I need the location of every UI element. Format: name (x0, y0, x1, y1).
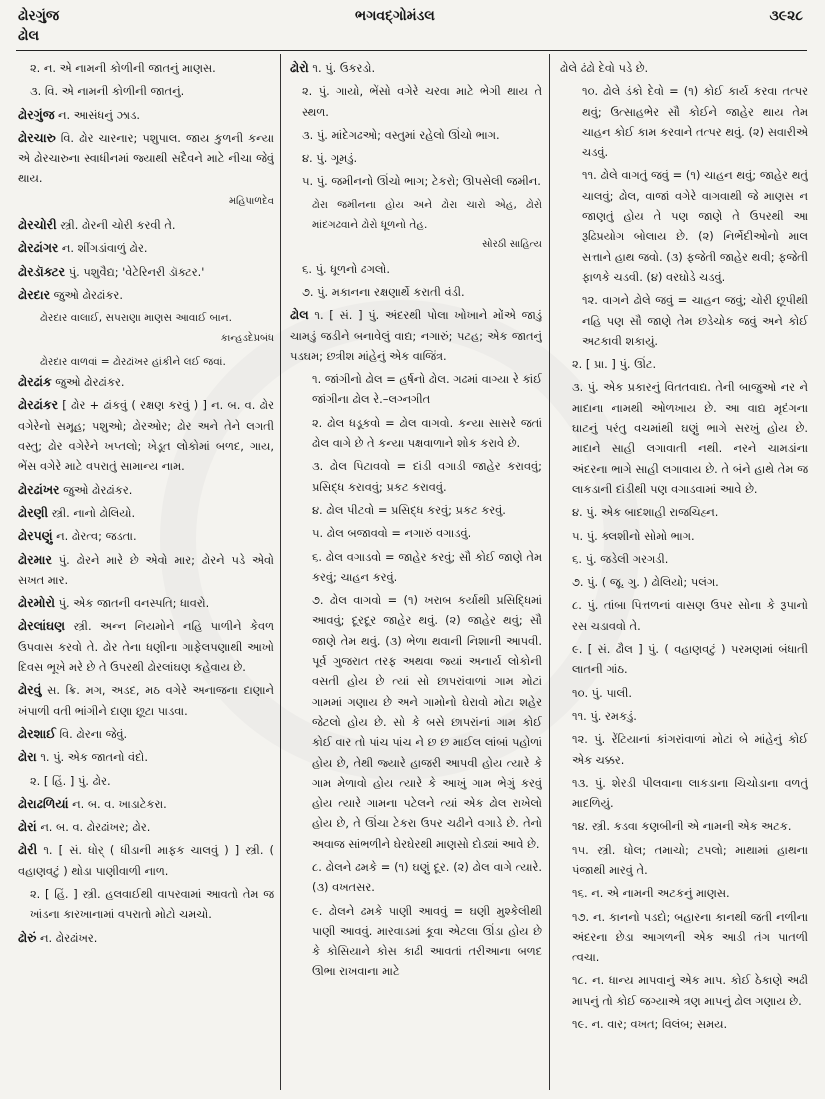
entry (560, 549, 808, 569)
entry (18, 884, 274, 925)
entry (560, 840, 808, 881)
entry (18, 840, 274, 881)
entry (18, 724, 274, 744)
headword: ઢોરમાર (18, 551, 52, 567)
entry-text: ૧૪. સ્ત્રી. કડવા કણબીની એ નામની એક અટક. (572, 819, 792, 834)
idiom (290, 857, 542, 898)
entry-text: ૧૦. ઢોલે ડંકો દેવો = (૧) કોઈ કાર્ય કરવા તત્પર થવું; ઉત્સાહભેર સૌ કોઈને જાહેર થાય તેમ ચાહન કોઈ કામ કરવાને તત્પર થવું. (૨) સવારીએ ચડવું. (582, 84, 808, 160)
idiom (290, 901, 542, 982)
entry (560, 773, 808, 814)
headword: ઢોરચોરી (18, 217, 57, 233)
entry (290, 81, 542, 122)
column-2 (290, 58, 542, 1088)
entry (18, 747, 274, 767)
headword: ઢોરઢાંકર (18, 397, 59, 413)
entry (560, 729, 808, 770)
entry (560, 883, 808, 903)
entry (18, 238, 274, 258)
headword: ઢોરડૉક્ટર (18, 263, 66, 279)
idiom (290, 590, 542, 854)
entry (18, 480, 274, 500)
entry (18, 616, 274, 677)
entry-text: ૫. પું. ક્લશીનો સોમો ભાગ. (572, 528, 695, 543)
entry-text: ૭. પું. મકાનના રક્ષણાર્થે કરાતી વંડી. (302, 284, 465, 299)
column-divider-2 (549, 54, 550, 1090)
entry-text: ૭. પું. ( જૂ. ગુ. ) ઢોલિયો; પલંગ. (572, 575, 719, 590)
entry (290, 305, 542, 366)
entry-text: ૨. [ પ્રા. ] પું. ઊંટ. (572, 357, 657, 372)
entry-text: ૩. ઢોલ પિટાવવો = દાંડી વગાડી જાહેર કરાવવું; પ્રસિદ્ધ કરાવવું; પ્રકટ કરાવવું. (312, 459, 542, 494)
entry (290, 148, 542, 168)
entry (18, 593, 274, 613)
headword: ઢોરી (18, 842, 38, 858)
entry-text: ૧. પું. ઉકરડો. (308, 61, 376, 75)
entry (560, 354, 808, 374)
entry-text: સ્ત્રી. નાનો ઢોલિયો. (48, 505, 136, 520)
entry-text: ૨. ઢોલ ધડૂકવો = ઢોલ વાગવો. કન્યા સાસરે જતાં ઢોલ વાગે છે તે કન્યા પક્ષવાળાને શોક કરાવે છે. (312, 415, 542, 451)
entry-text: ન. આસંધનું ઝાડ. (54, 107, 140, 122)
entry (290, 171, 542, 191)
entry (18, 817, 274, 837)
entry-text: ન. બ. વ. ખાડાટેકરા. (68, 796, 167, 811)
quote-source: સોરઠી સાહિત્ય (482, 239, 542, 251)
entry (560, 526, 808, 546)
entry (560, 706, 808, 726)
entry-text: પું. પશુવૈદ્ય; 'વેટેરિનરી ડૉક્ટર.' (65, 264, 205, 279)
entry-text: ૧૧. ઢોલે વાગતું જવું = (૧) ચાહન થવું; જાહેર થતું ચાલવું; ઢોલ, વાજાં વગેરે વાગવાથી જે માણસ ન જાણતું હોય તે પણ જાણે તે ઉપરથી આ રૂઢિપ્રયોગ બોલાય છે. (૨) નિર્ભેદીઓનો માલ સત્તાને હાથ જવો. (૩) ફજેતી જાહેર થવી; ફજેતી ફાળકે ચડવી. (૪) વરઘોડે ચડવું. (582, 168, 808, 284)
entry-text: ૧. જાંગીનો ઢોલ = હર્ષનો ઢોલ. ગઢમાં વાગ્યા રે કાંઈ જાંગીના ઢોલ રે.–લગ્નગીત (312, 372, 542, 407)
quote-source: કાન્હડદેપ્રબંધ (220, 332, 274, 344)
header-title: ભગવદ્ગોમંડલ (355, 8, 435, 24)
entry-text: ૧. [ સં. ધોર્ ( ધીડાની માફક ચાલવું ) ] સ્ત્રી. ( વહાણવટું ) થોડા પાણીવાળી નાળ. (18, 843, 274, 878)
entry (18, 262, 274, 282)
idiom (290, 456, 542, 497)
entry-text: જુઓ ઢોરઢાંકર. (50, 287, 123, 302)
entry (560, 377, 808, 499)
entry (18, 58, 274, 78)
entry-text: સ્ત્રી. અન્ન નિયમોને નહિ પાળીને કેવળ ઉપવાસ કરવો તે. ઢોર તેના ધણીના ગાફેલપણાથી આખો દિવસ ભૂખે મરે છે તે ઉપરથી ઢોરલાંઘણ કહેવાય છે. (18, 619, 274, 675)
idiom (290, 369, 542, 410)
entry-text: જુઓ ઢોરઢાંકર. (51, 375, 125, 390)
quote: ઢોરદાર વાળવાં = ઢોરઢાંખર હાંકીને લઈ જવાં. (40, 355, 226, 368)
entry (560, 502, 808, 522)
entry-text: [ ઢોર + ઢાંકવું ( રક્ષણ કરવું ) ] ન. બ. વ. ઢોર વગેરેનો સમૂહ; પશુઓ; ઢોરઓર; ઢોર અને તેને લગતી વસ્તુ; ઢોર વગેરેને ખપ્તલો; ખેડૂત લોકોમાં બળદ, ગાય, ભેંસ વગેરે માટે વપરાતું સામાન્ય નામ. (18, 398, 274, 474)
entry (560, 816, 808, 836)
headword: ઢોરો (290, 60, 309, 75)
idiom (560, 290, 808, 351)
quote: ઢોરદાર વાલાઈ, સપરાણા માણસ આવાઈ બાન. (40, 312, 233, 325)
entry (560, 970, 808, 1011)
idiom (290, 413, 542, 454)
entry-text: વિ. ઢોરના જેવું. (55, 726, 128, 741)
entry (18, 928, 274, 948)
entry (560, 683, 808, 703)
entry (18, 794, 274, 814)
entry (560, 639, 808, 680)
entry (18, 680, 274, 721)
headword: ઢોરવું (18, 682, 42, 698)
idiom (290, 500, 542, 520)
entry-text: ૬. પું. ધૂળનો ઢગલો. (302, 261, 390, 276)
entry-text: ૩. પું. એક પ્રકારનું વિતતવાદ્ય. તેની બાજુઓ નર ને માદાના નામથી ઓળખાય છે. આ વાદ્ય મૃદંગના ઘાટનું પરંતુ વચમાંથી ઘણું ભાગે સરખું હોય છે. માદાને સાહી લગાવાતી નથી. નરને ચામડાંના અંદરના ભાગે સાહી લગાવાય છે. તે બંને હાથે તેમ જ લાકડાની દાંડીથી પણ વગાડવામાં આવે છે. (572, 380, 808, 496)
entry-text: ૧૨. પું. રેંટિયાનાં કાંગરાંવાળાં મોટાં બે માંહેનું કોઈ એક ચક્કર. (572, 732, 808, 767)
entry-text: ૧૧. પું. રમકડું. (572, 708, 637, 723)
entry (18, 550, 274, 591)
quote-source: મહિપાળદેવ (229, 195, 274, 207)
entry (18, 395, 274, 476)
quote: ઢોરા જમીનના હોય અને ઢોરા ચારો એહ, ઢોરો માંદગઢવાને ઢોરો ધૂળનો તેહ. (312, 198, 542, 232)
entry-text: ૫. પું. જમીનનો ઊંચો ભાગ; ટેકરો; ઊપસેલી જમીન. (302, 174, 541, 189)
entry-text: ૩. વિ. એ નામની કોળીની જાતનું. (30, 84, 185, 99)
column-divider-1 (280, 54, 281, 1090)
entry (18, 526, 274, 546)
entry-text: ૯. ઢોલને ઢમકે પાણી આવવું = ઘણી મુશ્કેલીથી પાણી આવવું. મારવાડમાં કૂવા એટલા ઊંડા હોય છે કે કોસિયાને કોસ કાઢી આવતાં તરીઆના બળદ ઊભા રાખવાના માટે (312, 903, 542, 979)
column-1 (18, 58, 274, 1088)
guide-word-last: ઢોલ (18, 28, 40, 44)
column-3 (560, 58, 808, 1088)
header-rule (16, 50, 807, 51)
idiom (560, 81, 808, 162)
entry (18, 81, 274, 101)
entry-text: ૧૨. વાગને ઢોલે જવું = ચાહન જવું; ચોરી છૂપીથી નહિ પણ સૌ જાણે તેમ છડેચોક જવું અને કોઈ અટકાવી શકાયું. (582, 293, 808, 348)
entry (18, 372, 274, 392)
entry-text: ૩. પું. માંદેગઢઓ; વસ્તુમાં રહેલો ઊંચો ભાગ. (302, 127, 500, 142)
entry (560, 1014, 808, 1034)
entry (560, 572, 808, 592)
entry-text: ૬. પું. જડેલી ગરગડી. (572, 551, 669, 566)
headword: ઢોરલાંઘણ (18, 618, 65, 634)
idiom (560, 165, 808, 287)
entry (290, 58, 542, 78)
entry (290, 282, 542, 302)
entry (560, 595, 808, 636)
entry (18, 215, 274, 235)
entry-text: પું. ઢોરને મારે છે એવો માર; ઢોરને પડે એવો સખત માર. (18, 552, 274, 587)
headword: ઢોરચારુ (18, 129, 56, 145)
entry-text: ૧. [ સં. ] પું. અંદરથી પોલા ખોખાને મોંએ જાડું ચામડું જડીને બનાવેલું વાદ્ય; નગારું; પટહ; એક જાતનું પડઘમ; છત્રીશ માંહેનું એક વાજિંત્ર. (290, 308, 542, 363)
entry (18, 771, 274, 791)
headword: ઢોરાં (18, 819, 37, 835)
entry-text: ૧૫. સ્ત્રી. ધોલ; તમાચો; ટપલો; માથામાં હાથના પંજાથી મારવું તે. (572, 842, 808, 877)
entry-text: ૫. ઢોલ બજાવવો = નગારું વગાડવું. (312, 526, 472, 541)
entry-text: વિ. ઢોર ચારનાર; પશુપાલ. જાય કુળની કન્યા એ ઢોરચારુના સ્વાધીનમાં જ્યાથી સદૈવને માટે નીચા જેવું થાય. (18, 130, 274, 186)
entry-text: ૨. પું. ગાયો, ભેંસો વગેરે ચરવા માટે ભેગી થાય તે સ્થળ. (302, 84, 542, 119)
entry-text: પું. એક જાતની વનસ્પતિ; ધાવરો. (55, 596, 210, 611)
headword: ઢોરાઢળિયાં (18, 795, 69, 811)
header-guide-words (18, 6, 59, 46)
entry-text: ન. બ. વ. ઢોરઢાંખર; ઢોર. (36, 820, 151, 835)
headword: ઢોરણી (18, 504, 49, 520)
headword: ઢોરગુંજ (18, 106, 55, 122)
entry-text: ૮. પું. તાંબા પિત્તળનાં વાસણ ઉપર સોના કે રૂપાનો રસ ચડાવવો તે. (572, 598, 808, 633)
entry-text: ૮. ઢોલને ઢમકે = (૧) ઘણું દૂર. (૨) ઢોલ વાગે ત્યારે. (૩) વખતસર. (312, 859, 542, 895)
entry-text: ૪. પું. એક બાદશાહી રાજચિહ્ન. (572, 505, 719, 520)
entry-text: ૪. ઢોલ પીટવો = પ્રસિદ્ધ કરવું; પ્રકટ કરવું. (312, 502, 506, 517)
headword: ઢોરમોરો (18, 595, 56, 611)
entry-text: ઢોલે ઢંઢો દેવો પડે છે. (560, 61, 649, 75)
entry-text: ૧૭. ન. કાનનો પડદો; બહારના કાનથી જતી નળીના અંદરના છેડા આગળની એક આડી તંગ પાતળી ત્વચા. (572, 909, 808, 965)
headword: ઢોરઢાંગર (18, 240, 59, 256)
headword: ઢોરદાર (18, 286, 51, 302)
entry-text: ૬. ઢોલ વગાડવો = જાહેર કરવું; સૌ કોઈ જાણે તેમ કરવું; ચાહન કરવું. (312, 549, 542, 584)
entry (18, 105, 274, 125)
entry-text: ૧૦. પું. પાલી. (572, 685, 632, 700)
headword: ઢોલ (290, 307, 309, 323)
headword: ઢોરઢાંખર (18, 481, 60, 497)
entry-text: ૨. ન. એ નામની કોળીની જાતનું માણસ. (30, 61, 216, 75)
entry (290, 259, 542, 279)
entry-text: સ્ત્રી. ઢોરની ચોરી કરવી તે. (56, 218, 176, 233)
entry-text: ન. ઢોરત્વ; જડતા. (52, 529, 137, 544)
idiom (290, 523, 542, 543)
entry (290, 125, 542, 145)
entry-text: ૯. [ સં. ઢૌલ ] પું. ( વહાણવટું ) પરમણમાં બંધાતી લાતની ગાંઠ. (572, 642, 808, 677)
entry (560, 907, 808, 968)
entry-text: જુઓ ઢોરઢાંકર. (59, 482, 133, 497)
idiom (290, 547, 542, 588)
entry-text: ન. ઢોરઢાંખર. (36, 930, 98, 945)
entry-text: ૧૯. ન. વાર; વખત; વિલંબ; સમય. (572, 1017, 728, 1032)
entry-text: ૧૮. ન. ધાન્ય માપવાનું એક માપ. કોઈ ઠેકાણે અઢી માપનું તો કોઈ જગ્યાએ ત્રણ માપનું ઢોલ ગણાય છે. (572, 973, 808, 1008)
entry-text: ૨. [ હિં. ] સ્ત્રી. હલવાઈથી વાપરવામાં આવતો તેમ જ ખાંડના કારખાનામાં વપરાતો મોટો ચમચો. (30, 886, 274, 922)
headword: ઢોરું (18, 929, 37, 945)
entry (560, 58, 808, 78)
entry (18, 503, 274, 523)
entry-text: ૭. ઢોલ વાગવો = (૧) ખરાબ કર્યાથી પ્રસિદ્ધિમાં આવવું; દૂરદૂર જાહેર થવું. (૨) જાહેર થવું; સૌ જાણે તેમ થવું. (૩) ભેળા થવાની નિશાની આપવી. પૂર્વ ગુજરાત તરફ અથવા જ્યાં અનાર્ય લોકોની વસતી હોય છે ત્યાં સો છાપરાંવાળાં ગામ મોટાં ગામમાં ગણાય છે અને ગામોનો ઘેરાવો મોટા શહેર જેટલો હોય છે. સો કે બસે છાપરાંનાં ગામ કોઈ કોઈ વાર તો પાંચ પાંચ ને છ છ માઈલ લાંબાં પહોળાં હોય છે, તેથી જ્યારે હાજરી આપવી હોય ત્યારે કે ગામ મેળાવો હોય ત્યારે કે આખું ગામ ભેગું કરવું હોય ત્યારે ગામના પટેલને ત્યાં એક ઢોલ રાખેલો હોય છે, તે ઊંચા ટેકરા ઉપર ચઢીને વગાડે છે. તેનો અવાજ સાંભળીને ઘેરઘેરથી માણસો દોડ્યાં આવે છે. (312, 593, 542, 851)
headword: ઢોરઢાંક (18, 374, 52, 390)
entry (18, 128, 274, 189)
entry-text: સ. ક્રિ. મગ, અડદ, મઠ વગેરે અનાજના દાણાને ખંપાળી વતી ભાંગીને દાણા છૂટા પાડવા. (18, 683, 274, 718)
entry-text: ૧૩. પું. શેરડી પીલવાના લાકડાના ચિચોડાના વળતું માદળિયું. (572, 775, 808, 811)
entry-text: ૪. પું. ગૂમડું. (302, 151, 358, 166)
entry-text: ૨. [ હિં. ] પું. ઢોર. (30, 773, 111, 788)
headword: ઢોરપણું (18, 528, 53, 544)
headword: ઢોરા (18, 749, 37, 765)
entry (18, 285, 274, 305)
page-number: ૩૯૨૮ (769, 8, 803, 24)
guide-word-first: ઢોરગુંજ (18, 8, 60, 24)
headword: ઢોરશાઈ (18, 725, 56, 741)
entry-text: ૧. પું. એક જાતનો વંદો. (36, 750, 148, 765)
entry-text: ૧૬. ન. એ નામની અટકનું માણસ. (572, 886, 730, 901)
entry-text: ન. શીંગડાંવાળું ઢોર. (58, 241, 148, 256)
